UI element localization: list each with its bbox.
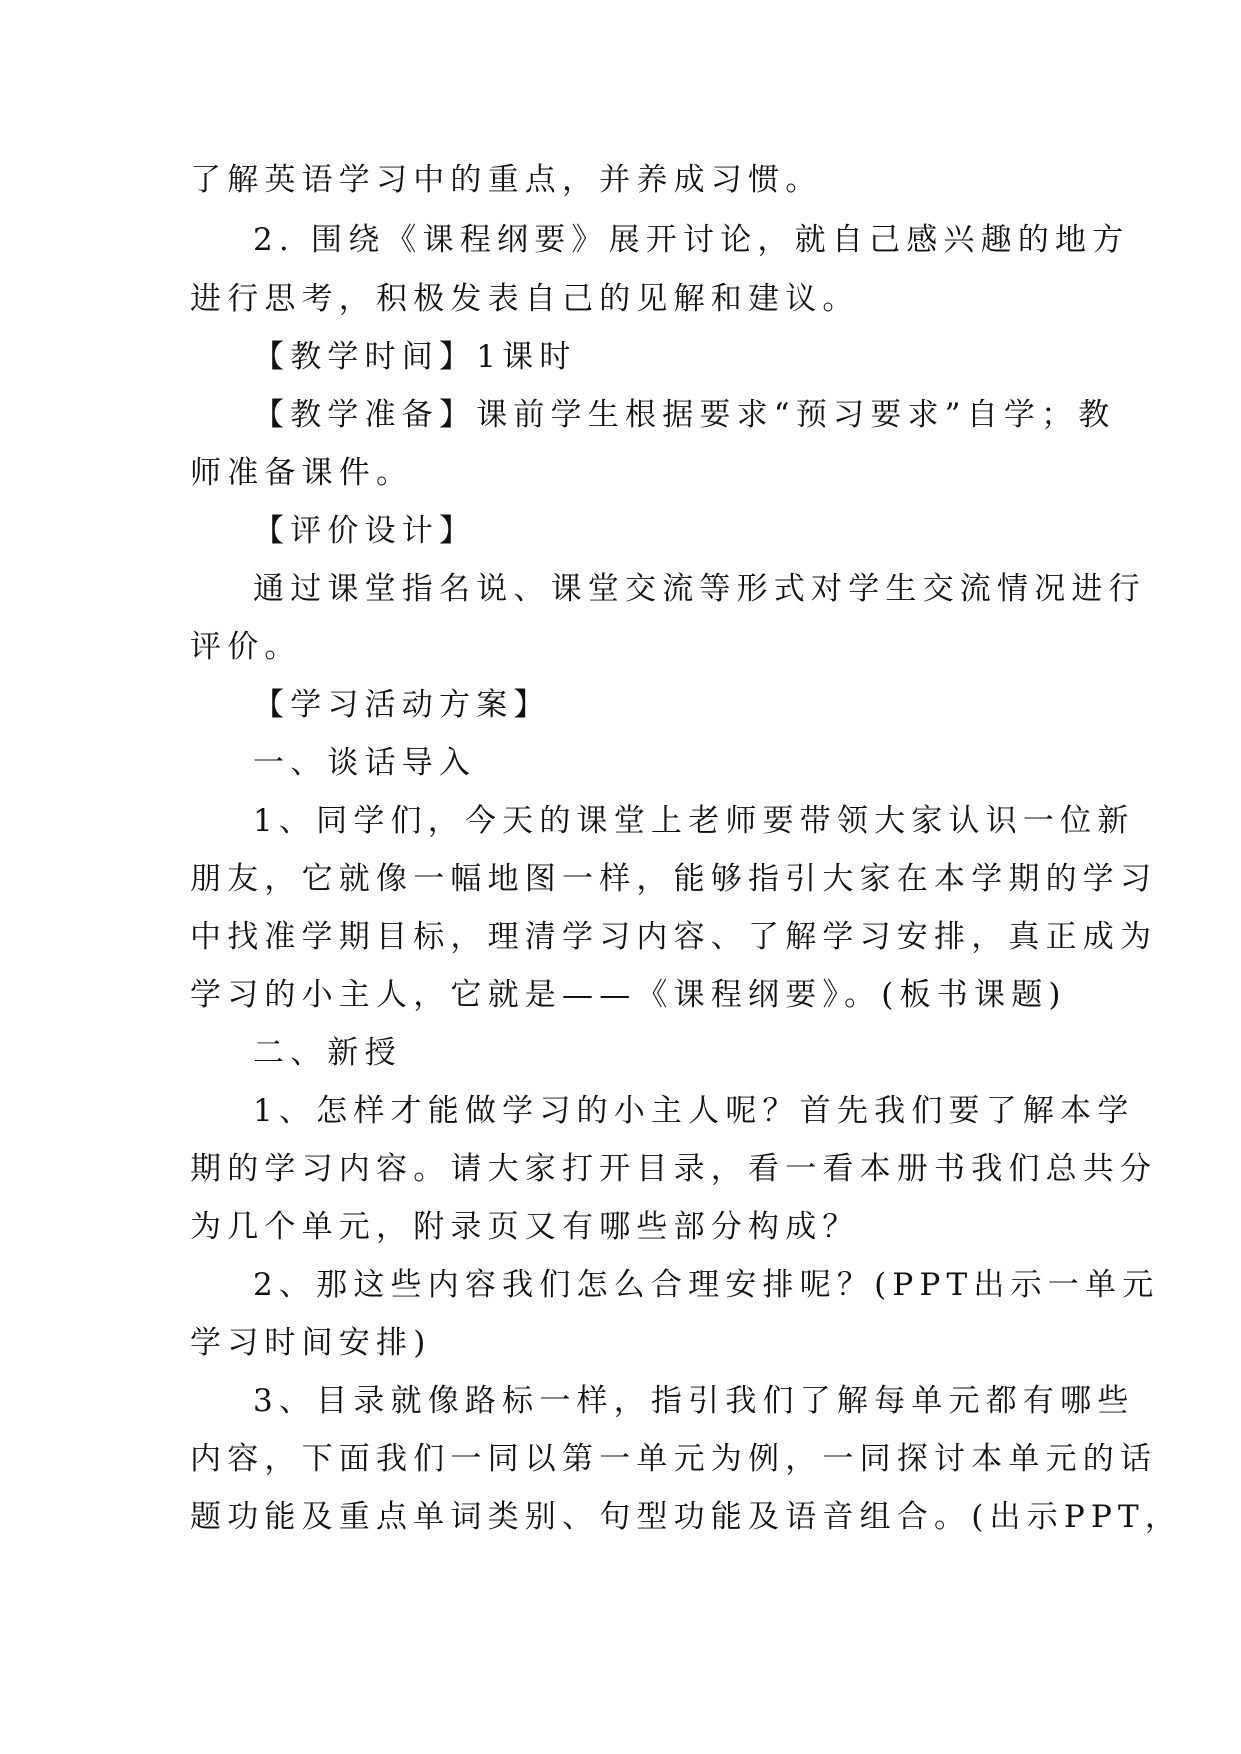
text-line: 了解英语学习中的重点，并养成习惯。 xyxy=(190,162,823,198)
text-line: 评价。 xyxy=(190,629,302,665)
text-line: 2. 围绕《课程纲要》展开讨论，就自己感兴趣的地方 xyxy=(253,222,1130,258)
text-line: 通过课堂指名说、课堂交流等形式对学生交流情况进行 xyxy=(253,571,1146,607)
text-line: 师准备课件。 xyxy=(190,455,414,491)
text-line: 二、新授 xyxy=(253,1035,402,1071)
text-line: 【评价设计】 xyxy=(253,513,477,549)
text-line: 学习的小主人，它就是——《课程纲要》。(板书课题) xyxy=(190,977,1067,1013)
text-line: 内容，下面我们一同以第一单元为例，一同探讨本单元的话 xyxy=(190,1441,1158,1477)
text-line: 3、目录就像路标一样，指引我们了解每单元都有哪些 xyxy=(253,1383,1135,1419)
text-line: 期的学习内容。请大家打开目录，看一看本册书我们总共分 xyxy=(190,1151,1158,1187)
text-line: 题功能及重点单词类别、句型功能及语音组合。(出示PPT， xyxy=(190,1499,1183,1535)
text-line: 【教学准备】课前学生根据要求“预习要求”自学；教 xyxy=(253,397,1116,433)
text-line: 朋友，它就像一幅地图一样，能够指引大家在本学期的学习 xyxy=(190,861,1158,897)
text-line: 【学习活动方案】 xyxy=(253,687,551,723)
text-line: 中找准学期目标，理清学习内容、了解学习安排，真正成为 xyxy=(190,919,1158,955)
text-line: 学习时间安排) xyxy=(190,1325,432,1361)
text-line: 1、同学们，今天的课堂上老师要带领大家认识一位新 xyxy=(253,803,1135,839)
text-line: 2、那这些内容我们怎么合理安排呢？(PPT出示一单元 xyxy=(253,1267,1160,1303)
text-line: 进行思考，积极发表自己的见解和建议。 xyxy=(190,281,860,317)
text-line: 为几个单元，附录页又有哪些部分构成？ xyxy=(190,1209,860,1245)
text-line: 一、谈话导入 xyxy=(253,745,477,781)
text-line: 【教学时间】1课时 xyxy=(253,339,577,375)
text-line: 1、怎样才能做学习的小主人呢？首先我们要了解本学 xyxy=(253,1093,1135,1129)
